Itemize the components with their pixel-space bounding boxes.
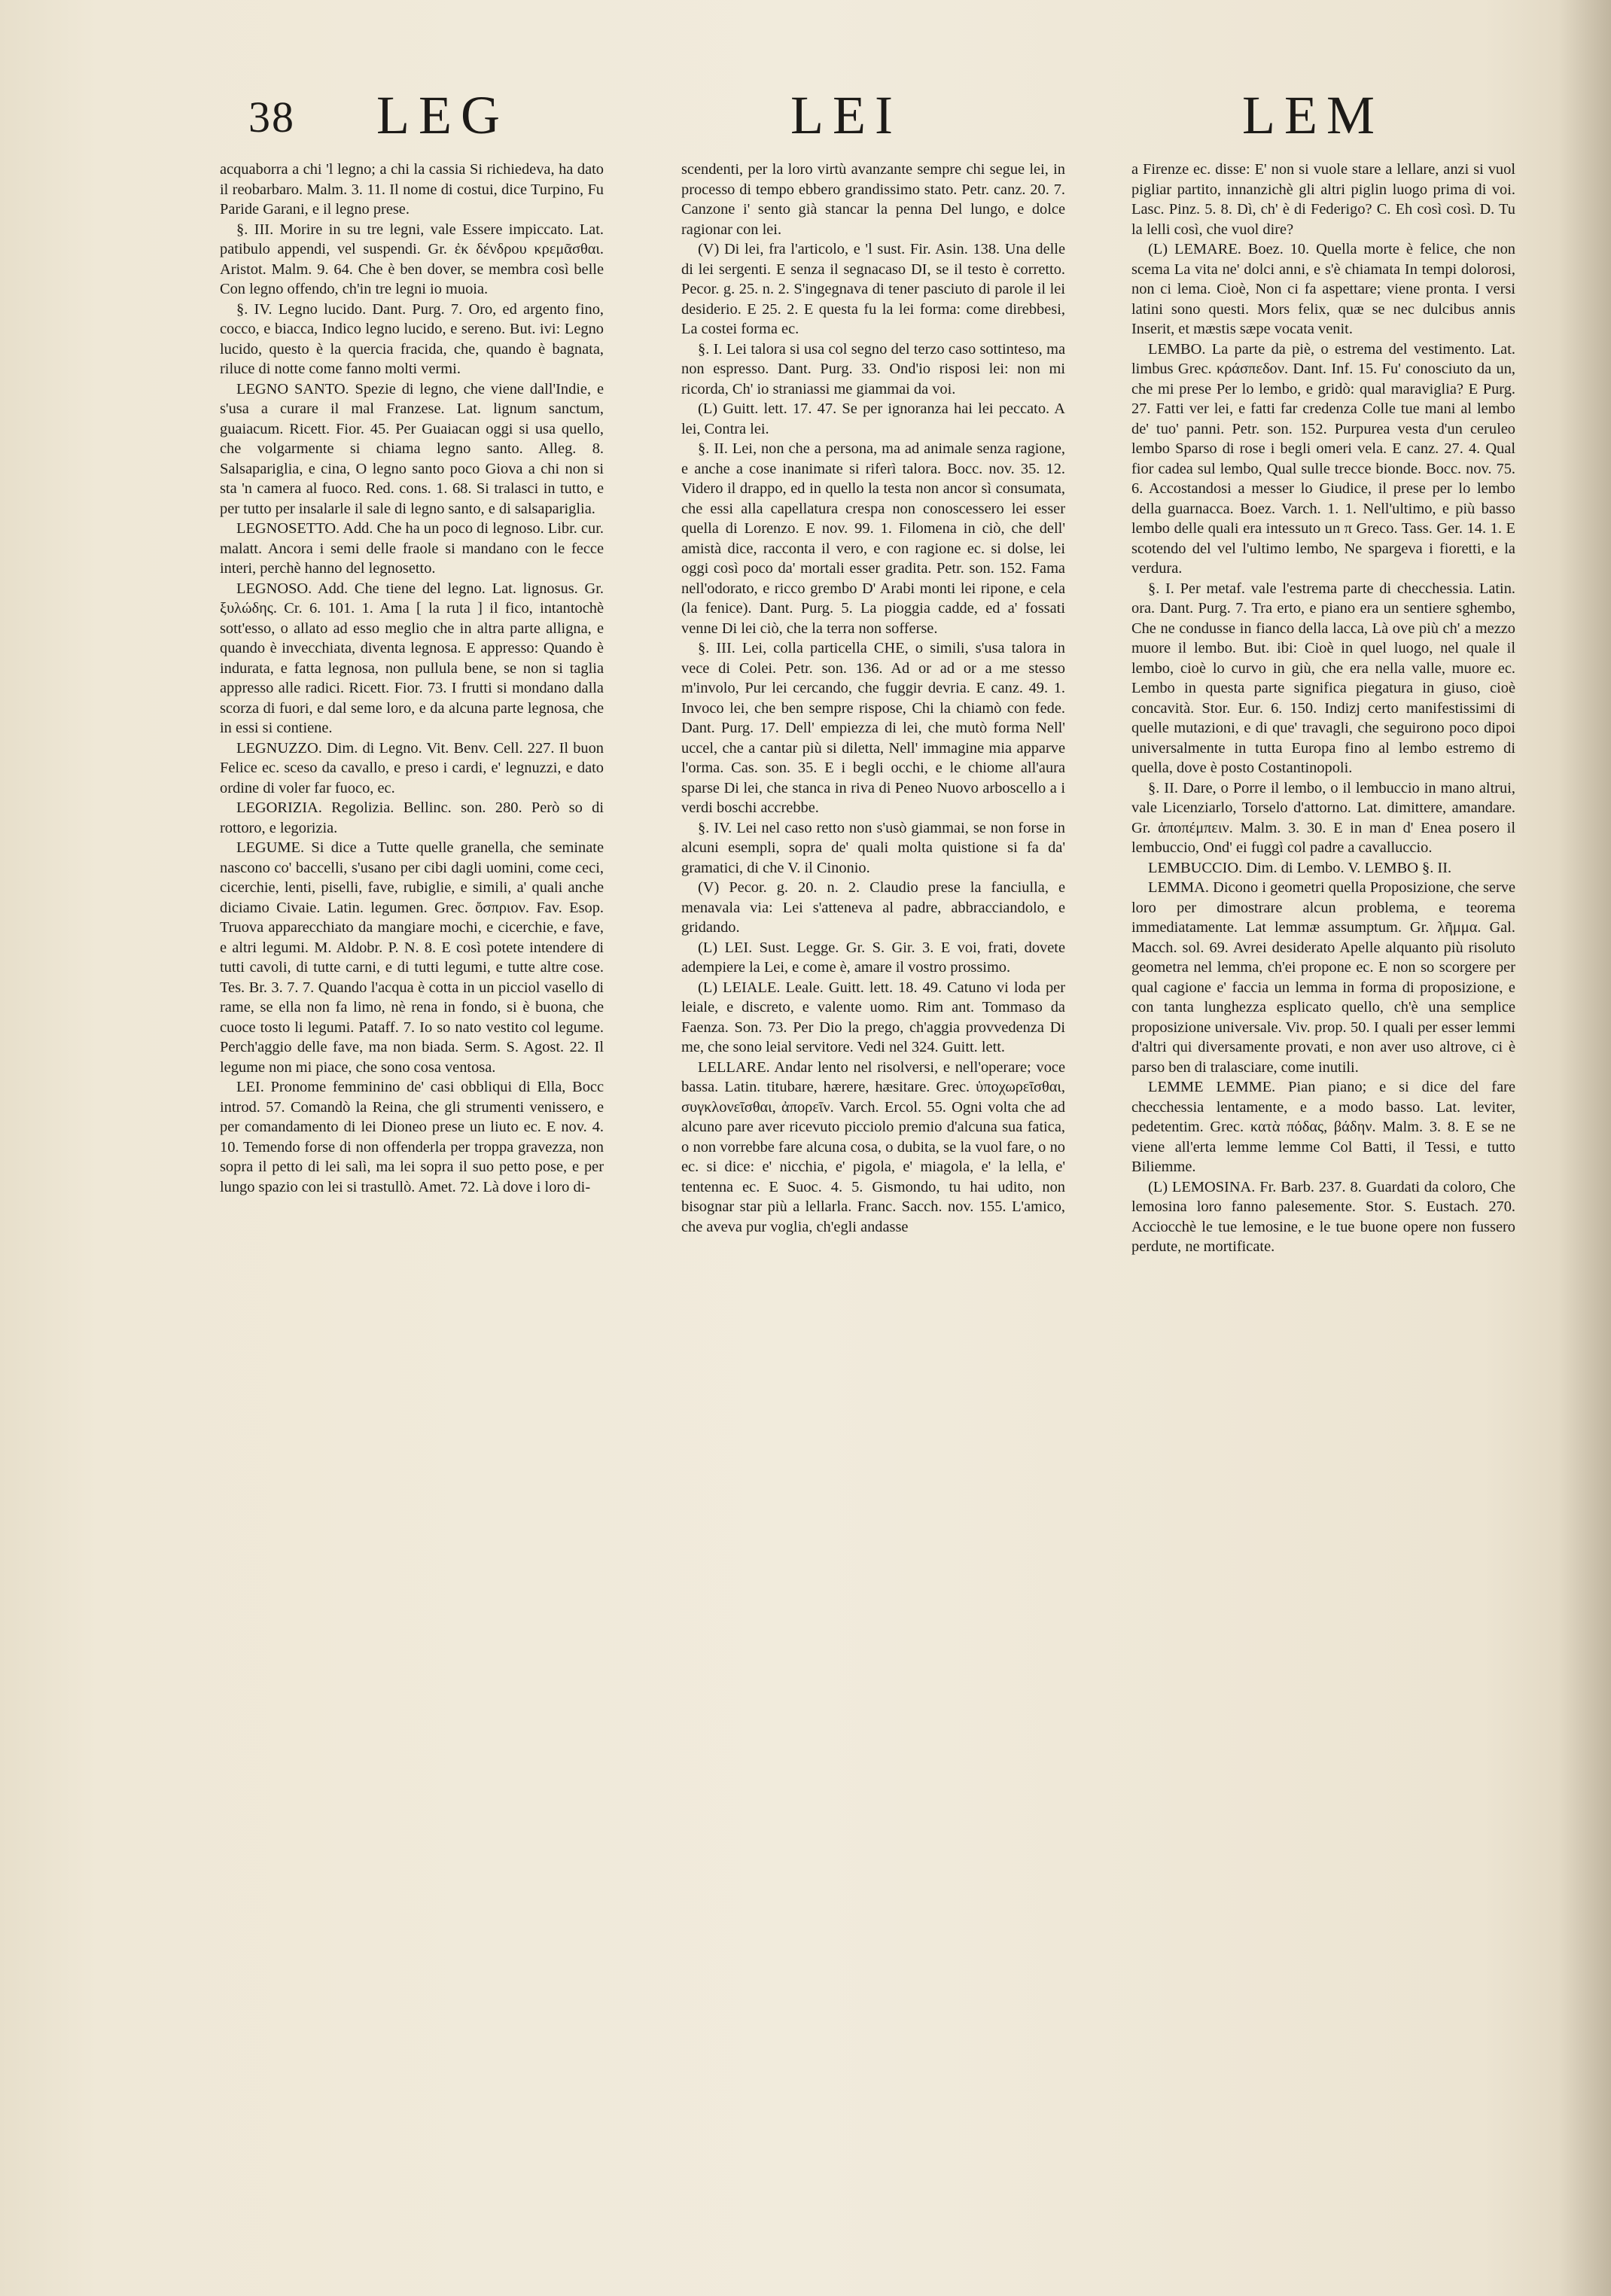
dictionary-entry: LEGNO SANTO. Spezie di legno, che viene dall'Indie, e s'usa a curare il mal Franzese. Lat. lignum sanctum, guaiacum. Ricett. Fior. 45. Per Guaiacan oggi si usa quello, che volgarmente si chiama legno santo. Alleg. 8. Salsapariglia, e cina, O legno santo poco Giova a chi non si sta 'n camera al fuoco. Red. cons. 1. 68. Si tralasci in tutto, e per tutto per insalarle il sale di legno santo, e di salsapariglia. xyxy=(220,380,604,517)
paragraph: acquaborra a chi 'l legno; a chi la cassia Si richiedeva, ha dato il reobarbaro. Malm. 3. 11. Il nome di costui, dice Turpino, Fu Paride Garani, e il legno prese. xyxy=(220,161,604,218)
dictionary-entry: LEMBUCCIO. Dim. di Lembo. V. LEMBO §. II. xyxy=(1148,859,1452,876)
paragraph: §. IV. Legno lucido. Dant. Purg. 7. Oro, ed argento fino, cocco, e biacca, Indico legno lucido, e sereno. But. ivi: Legno lucido, questo è la quercia fracida, che, quando è bagnata, riluce di notte come fanno molti vermi. xyxy=(220,300,604,377)
paragraph: (V) Di lei, fra l'articolo, e 'l sust. Fir. Asin. 138. Una delle di lei sergenti. E senza il segnacaso DI, se il testo è corretto. Pecor. g. 25. n. 2. S'ingegnava di tener pasciuto di parole il lei desiderio. E 25. 2. E questa fu la lei forma: come direbbesi, La costei forma ec. xyxy=(681,241,1065,337)
paragraph: a Firenze ec. disse: E' non si vuole stare a lellare, anzi si vuol pigliar partito, innanzichè gli altri piglin luogo prima di voi. Lasc. Pinz. 5. 8. Dì, ch' è di Federigo? C. Eh così così. D. Tu la lelli così, che vuol dire? xyxy=(1131,161,1515,238)
paragraph: (L) Guitt. lett. 17. 47. Se per ignoranza hai lei peccato. A lei, Contra lei. xyxy=(681,400,1065,437)
text-column-left xyxy=(220,160,604,2057)
dictionary-entry: LEGNOSO. Add. Che tiene del legno. Lat. lignosus. Gr. ξυλώδης. Cr. 6. 101. 1. Ama [ la ruta ] il fico, intantochè sott'esso, o allato ad esso meglio che in altra parte alligna, e quando è invecchiata, diventa legnosa. E appresso: Quando è indurata, e fatta legnosa, non pullula bene, se non si taglia appresso alle radici. Ricett. Fior. 73. I frutti si mondano dalla scorza di fuori, e dal seme loro, e da alcuna parte legnosa, che in essi si contiene. xyxy=(220,580,604,736)
dictionary-entry: LEGNUZZO. Dim. di Legno. Vit. Benv. Cell. 227. Il buon Felice ec. sceso da cavallo, e preso i cardi, e' legnuzzi, e dato ordine di voler far fuoco, ec. xyxy=(220,739,604,796)
guide-word-center: LEI xyxy=(790,85,902,145)
text-column-center xyxy=(681,160,1065,2057)
dictionary-entry: (L) LEMARE. Boez. 10. Quella morte è felice, che non scema La vita ne' dolci anni, e s'è chiamata In tempi dolorosi, non ci lema. Cioè, Non ci fa aspettare; viene pronta. I versi latini sono questi. Mors felix, quæ se nec dulcibus annis Inserit, et mæstis sæpe vocata venit. xyxy=(1131,241,1515,337)
text-column-right xyxy=(1131,160,1515,2057)
paragraph: §. III. Morire in su tre legni, vale Essere impiccato. Lat. patibulo appendi, vel suspendi. Gr. ἐκ δένδρου κρεμᾶσθαι. Aristot. Malm. 9. 64. Che è ben dover, se membra così belle Con legno offendo, ch'in tre legni io muoia. xyxy=(220,221,604,297)
dictionary-entry: LEGNOSETTO. Add. Che ha un poco di legnoso. Libr. cur. malatt. Ancora i semi delle fraole si mandano con le fecce interi, perchè hanno del legnosetto. xyxy=(220,520,604,577)
dictionary-entry: LELLARE. Andar lento nel risolversi, e nell'operare; voce bassa. Latin. titubare, hærere, hæsitare. Grec. ὑποχωρεῖσθαι, συγκλονεῖσθαι, ἀπορεῖν. Varch. Ercol. 55. Ogni volta che ad alcuno pare aver ricevuto picciolo premio d'alcuna sua fatica, o non vorrebbe fare alcuna cosa, o dubita, se la vuol fare, o no ec. si dice: e' nicchia, e' pigola, e' miagola, e' la lella, e' tentenna ec. E Suoc. 4. 5. Gismondo, tu hai udito, non bisognar star più a lellarla. Franc. Sacch. nov. 155. L'amico, che aveva pur voglia, ch'egli andasse xyxy=(681,1058,1065,1235)
page-edge-shadow xyxy=(1558,0,1611,2296)
dictionary-entry: (L) LEMOSINA. Fr. Barb. 237. 8. Guardati da coloro, Che lemosina loro fanno palesemente. Stor. S. Eustach. 270. Acciocchè le tue lemosine, e le tue buone opere non fussero perdute, ne mortificate. xyxy=(1131,1178,1515,1255)
guide-word-left: LEG xyxy=(376,85,509,145)
paragraph: (V) Pecor. g. 20. n. 2. Claudio prese la fanciulla, e menavala via: Lei s'atteneva al padre, abbracciandolo, e gridando. xyxy=(681,879,1065,936)
paragraph: §. III. Lei, colla particella CHE, o simili, s'usa talora in vece di Colei. Petr. son. 136. Ad or ad or a me stesso m'involo, Pur lei cercando, che fuggir devria. E canz. 49. 1. Invoco lei, che ben sempre rispose, Chi la chiamò con fede. Dant. Purg. 17. Dell' empiezza di lei, che mutò forma Nell' uccel, che a cantar più si diletta, Nell' immagine mia apparve l'orma. Cas. son. 35. E i begli occhi, e le chiome all'aura sparse Di lei, che stanca in riva di Peneo Nuovo arboscello a i verdi boschi accrebbe. xyxy=(681,640,1065,816)
paragraph: scendenti, per la loro virtù avanzante sempre chi segue lei, in processo di tempo ebbero grandissimo stato. Petr. canz. 20. 7. Canzone i' sento già stancar la penna Del lungo, e dolce ragionar con lei. xyxy=(681,161,1065,238)
dictionary-entry: LEGORIZIA. Regolizia. Bellinc. son. 280. Però so di rottoro, e legorizia. xyxy=(220,799,604,836)
paragraph: §. II. Lei, non che a persona, ma ad animale senza ragione, e anche a cose inanimate si riferì talora. Bocc. nov. 35. 12. Videro il drappo, ed in quello la testa non ancor sì consumata, che essi alla capellatura crespa non conoscessero lei esser quella di Lorenzo. E nov. 99. 1. Filomena in ciò, che dell' amistà dice, racconta il vero, e con ragione ec. si dolse, lei oggi così poco da' mortali esser gradita. Petr. son. 152. Fama nell'odorato, e ricco grembo D' Arabi monti lei ripone, e cela (la fenice). Dant. Purg. 5. La pioggia cadde, ed a' fossati venne Di lei ciò, che la terra non sofferse. xyxy=(681,440,1065,637)
paragraph: §. I. Per metaf. vale l'estrema parte di checchessia. Latin. ora. Dant. Purg. 7. Tra erto, e piano era un sentiere sghembo, Che ne condusse in fianco della lacca, Là ove più ch' a mezzo muore il lembo. But. ibi: Cioè in quel luogo, nel quale il lembo, cioè lo curvo in giù, che era nella valle, muore ec. Lembo in questa parte significa piegatura in giuso, cioè concavità. Stor. Eur. 6. 150. Indizj certo manifestissimi di quelle mutazioni, e di que' travagli, che seguirono poco dipoi universalmente in tutta Europa fino al lembo estremo di quella, dove è posto Costantinopoli. xyxy=(1131,580,1515,776)
dictionary-entry: LEMME LEMME. Pian piano; e si dice del fare checchessia lentamente, e a modo basso. Lat. leviter, pedetentim. Grec. κατὰ πόδας, βάδην. Malm. 3. 8. E se ne viene all'erta lemme lemme Col Batti, il Tessi, e tutto Biliemme. xyxy=(1131,1079,1515,1175)
dictionary-entry: LEMBO. La parte da piè, o estrema del vestimento. Lat. limbus Grec. κράσπεδον. Dant. Inf. 15. Fu' conosciuto da un, che mi prese Per lo lembo, e gridò: qual maraviglia? E Purg. 27. Fatti ver lei, e fatti far credenza Colle tue mani al lembo de' tuo' panni. Petr. son. 152. Purpurea vesta d'un ceruleo lembo Sparso di rose i begli omeri vela. E canz. 27. 4. Qual fior cadea sul lembo, Qual sulle trecce bionde. Bocc. nov. 75. 6. Accostandosi a messer lo Giudice, il prese per lo lembo della guarnacca. Boez. Varch. 1. 1. Nell'ultimo, e più basso lembo delle quali era intessuto un π Greco. Tass. Ger. 14. 1. E scotendo del vel l'ultimo lembo, Ne spargeva i fioretti, e la verdura. xyxy=(1131,340,1515,577)
dictionary-entry: (L) LEI. Sust. Legge. Gr. S. Gir. 3. E voi, frati, dovete adempiere la Lei, e come è, amare il vostro prossimo. xyxy=(681,939,1065,976)
dictionary-entry: (L) LEIALE. Leale. Guitt. lett. 18. 49. Catuno vi loda per leiale, e discreto, e valente uomo. Rim ant. Tommaso da Faenza. Son. 73. Per Dio la prego, ch'aggia provvedenza Di me, che sono leial servitore. Vedi nel 324. Guitt. lett. xyxy=(681,979,1065,1055)
paragraph: §. II. Dare, o Porre il lembo, o il lembuccio in mano altrui, vale Licenziarlo, Torselo d'attorno. Lat. dimittere, amandare. Gr. ἀποπέμπειν. Malm. 3. 30. E in man d' Enea posero il lembuccio, Ond' ei fuggì col padre a cavalluccio. xyxy=(1131,779,1515,856)
dictionary-entry: LEMMA. Dicono i geometri quella Proposizione, che serve loro per dimostrare alcun problema, e teorema immediatamente. Lat lemmæ assumptum. Gr. λῆμμα. Gal. Macch. sol. 69. Avrei desiderato Apelle alquanto più risoluto geometra nel lemma, ch'ei propone ec. E non so scorgere per qual cagione e' faccia un lemma in forma di proposizione, e con tanta lunghezza esplicato quello, ch'è una semplice proposizione universale. Viv. prop. 50. I quali per esser lemmi d'altri qui diversamente provati, e non aver uso altrove, ci è parso ben di tralasciare, come inutili. xyxy=(1131,879,1515,1076)
dictionary-entry: LEGUME. Si dice a Tutte quelle granella, che seminate nascono co' baccelli, s'usano per cibi dagli uomini, come ceci, cicerchie, lenti, piselli, fave, rubiglie, e simili, a' quali anche diciamo Civaie. Latin. legumen. Grec. ὄσπριον. Fav. Esop. Truova apparecchiato da mangiare mochi, e cicerchie, e fave, e altri legumi. M. Aldobr. P. N. 8. E così potete intendere di tutti cavoli, di tutte carni, e di tutti legumi, e tutte altre cose. Tes. Br. 3. 7. 7. Quando l'acqua è cotta in un picciol vasello di rame, se ella non fa limo, nè rena in fondo, si è buona, che cuoce tosto li legumi. Pataff. 7. Io so nato vestito col legume. Perch'aggio delle fave, ma non biada. Serm. S. Agost. 22. Il legume non mi piace, che sono cosa ventosa. xyxy=(220,839,604,1076)
page-number: 38 xyxy=(248,93,295,142)
running-header xyxy=(248,84,1438,152)
paragraph: §. IV. Lei nel caso retto non s'usò giammai, se non forse in alcuni esempli, sopra de' quali molta quistione si fa da' gramatici, di che V. il Cinonio. xyxy=(681,819,1065,876)
paragraph: §. I. Lei talora si usa col segno del terzo caso sottinteso, ma non espresso. Dant. Purg. 33. Ond'io risposi lei: non mi ricorda, Ch' io straniassi me giammai da voi. xyxy=(681,340,1065,397)
dictionary-entry: LEI. Pronome femminino de' casi obbliqui di Ella, Bocc introd. 57. Comandò la Reina, che gli strumenti venissero, e per comandamento di lei Dioneo prese un liuto ec. E nov. 4. 10. Temendo forse di non offenderla per troppa gravezza, non sopra il petto di lei salì, ma lei sopra il suo petto pose, e per lungo spazio con lei si trastullò. Amet. 72. Là dove i loro di- xyxy=(220,1079,604,1195)
guide-word-right: LEM xyxy=(1242,85,1384,145)
